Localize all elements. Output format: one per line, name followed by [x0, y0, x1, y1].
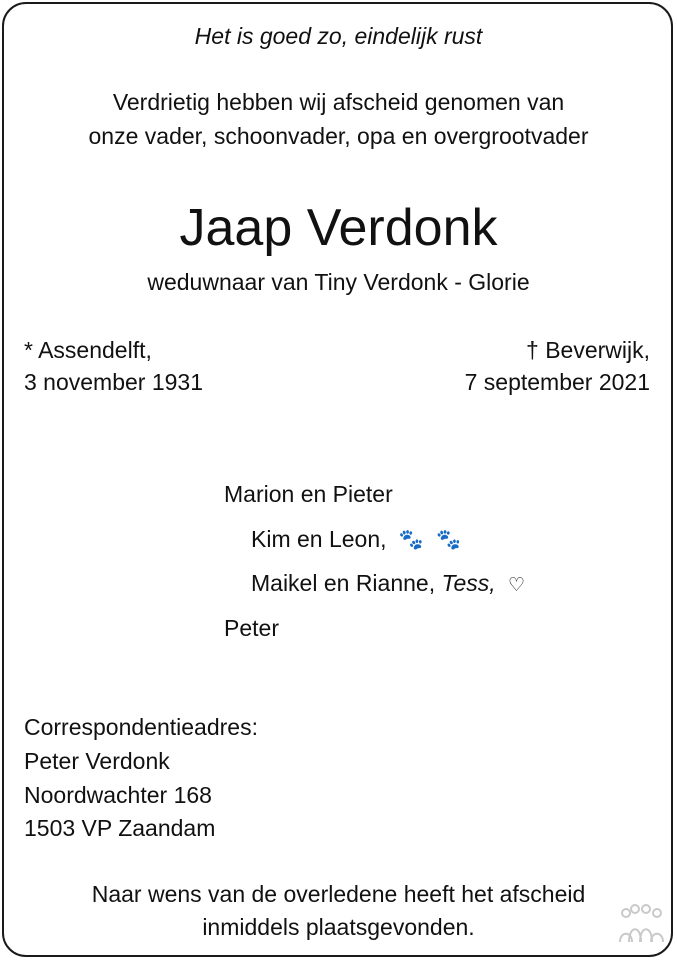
family-member-2 [251, 525, 461, 554]
closing-line-1: Naar wens van de overledene heeft het afscheid [91, 881, 586, 907]
heart-icon: ♡ [508, 575, 526, 596]
paw-icon: 🐾 [436, 529, 462, 551]
spouse-line: weduwnaar van Tiny Verdonk - Glorie [147, 269, 530, 295]
pet-name: Tess, [441, 570, 496, 596]
family-member-4 [224, 614, 279, 642]
birth-place: * Assendelft, [24, 337, 152, 363]
death-place: † Beverwijk, [526, 337, 650, 363]
death-date: 7 september 2021 [464, 369, 650, 395]
deceased-name: Jaap Verdonk [179, 199, 498, 257]
family-member-3-text: Maikel en Rianne, [251, 570, 436, 596]
family-member-2-text: Kim en Leon, [251, 526, 387, 552]
correspondence-label: Correspondentieadres: [24, 714, 258, 740]
motto: Het is goed zo, eindelijk rust [194, 23, 483, 49]
closing-line-2: inmiddels plaatsgevonden. [202, 914, 475, 940]
family-member-3 [251, 569, 525, 600]
correspondence-name: Peter Verdonk [24, 748, 170, 774]
people-logo-icon [616, 902, 668, 946]
correspondence-street: Noordwachter 168 [24, 782, 212, 808]
correspondence-city: 1503 VP Zaandam [24, 815, 216, 841]
birth-date: 3 november 1931 [24, 369, 204, 395]
family-member-1 [224, 480, 393, 508]
family-member-1-text: Marion en Pieter [224, 481, 393, 507]
family-member-4-text: Peter [224, 615, 279, 641]
intro-line-1: Verdrietig hebben wij afscheid genomen van [112, 89, 565, 115]
paw-icon: 🐾 [398, 529, 424, 551]
intro-line-2: onze vader, schoonvader, opa en overgrootvader [88, 123, 589, 149]
